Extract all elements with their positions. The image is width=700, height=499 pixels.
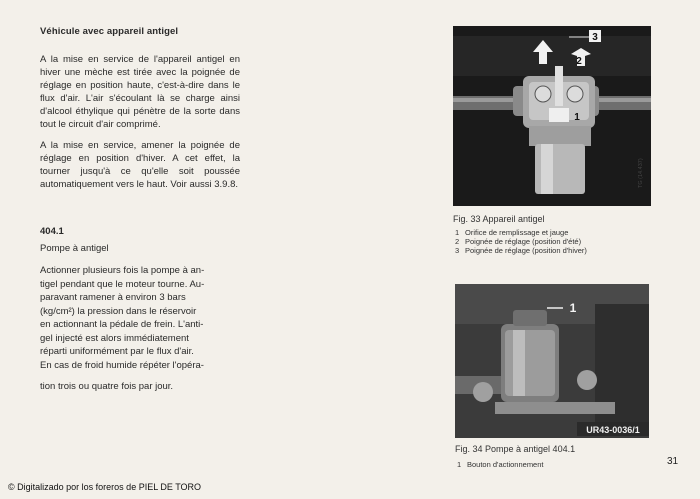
intro-section	[40, 26, 240, 199]
figure-33-caption: Fig. 33 Appareil antigel	[453, 214, 545, 224]
figure-33-legend	[455, 228, 587, 255]
callout-2: 2	[576, 56, 582, 67]
text-line: En cas de froid humide répéter l'opéra-	[40, 359, 204, 371]
callout-1: 1	[569, 301, 577, 315]
pump-illustration	[455, 284, 649, 438]
paragraph-1: A la mise en service de l'appareil antigel en hiver une mèche est tirée avec la poignée de réglage en position haute, c'est-à-dire dans le flux d'air. L'air s'écoulant là se charge ainsi d'alcool éthylique qui pénètre de la sorte dans tout le circuit d'air comprimé.	[40, 54, 240, 130]
section-heading: Véhicule avec appareil antigel	[40, 26, 179, 37]
photo-code: UR43-0036/1	[586, 425, 640, 435]
text-line: gel injecté est alors immédiatement	[40, 332, 189, 344]
page-number: 31	[667, 456, 679, 467]
legend-item: 3 Poignée de réglage (position d'hiver)	[455, 246, 587, 255]
text-line: en actionnant la pédale de frein. L'anti-	[40, 319, 204, 330]
text-line: (kg/cm²) la pression dans le réservoir	[40, 305, 197, 317]
text-line: tigel pendant que le moteur tourne. Au-	[40, 278, 205, 290]
legend-item: 1 Bouton d'actionnement	[457, 460, 544, 469]
figure-33-photo	[453, 26, 651, 206]
callout-1: 1	[574, 112, 580, 123]
text-line: paravant ramener à environ 3 bars	[40, 292, 186, 303]
text-line: Actionner plusieurs fois la pompe à an-	[40, 265, 205, 276]
text-line: tion trois ou quatre fois par jour.	[40, 381, 174, 392]
footer-credit: © Digitalizado por los foreros de PIEL DE TORO	[8, 482, 202, 492]
figure-34-caption: Fig. 34 Pompe à antigel 404.1	[455, 444, 576, 454]
section-number: 404.1	[40, 226, 64, 237]
antifreeze-unit-illustration	[453, 26, 651, 206]
legend-item: 1 Orifice de remplissage et jauge	[455, 228, 569, 237]
paragraph-2: A la mise en service, amener la poignée de réglage en position d'hiver. A cet effet, la tourner jusqu'à ce qu'elle soit poussée automatiquement vers le haut. Voir aussi 3.9.8.	[40, 140, 240, 190]
figure-34-photo	[455, 284, 649, 438]
pump-instructions	[40, 264, 240, 394]
callout-3: 3	[592, 32, 598, 43]
section-title: Pompe à antigel	[40, 243, 109, 254]
figure-33-code: TG (14.437)	[638, 158, 644, 188]
text-line: réparti uniformément par le flux d'air.	[40, 346, 194, 357]
legend-item: 2 Poignée de réglage (position d'été)	[455, 237, 582, 246]
figure-34-legend	[457, 460, 544, 469]
